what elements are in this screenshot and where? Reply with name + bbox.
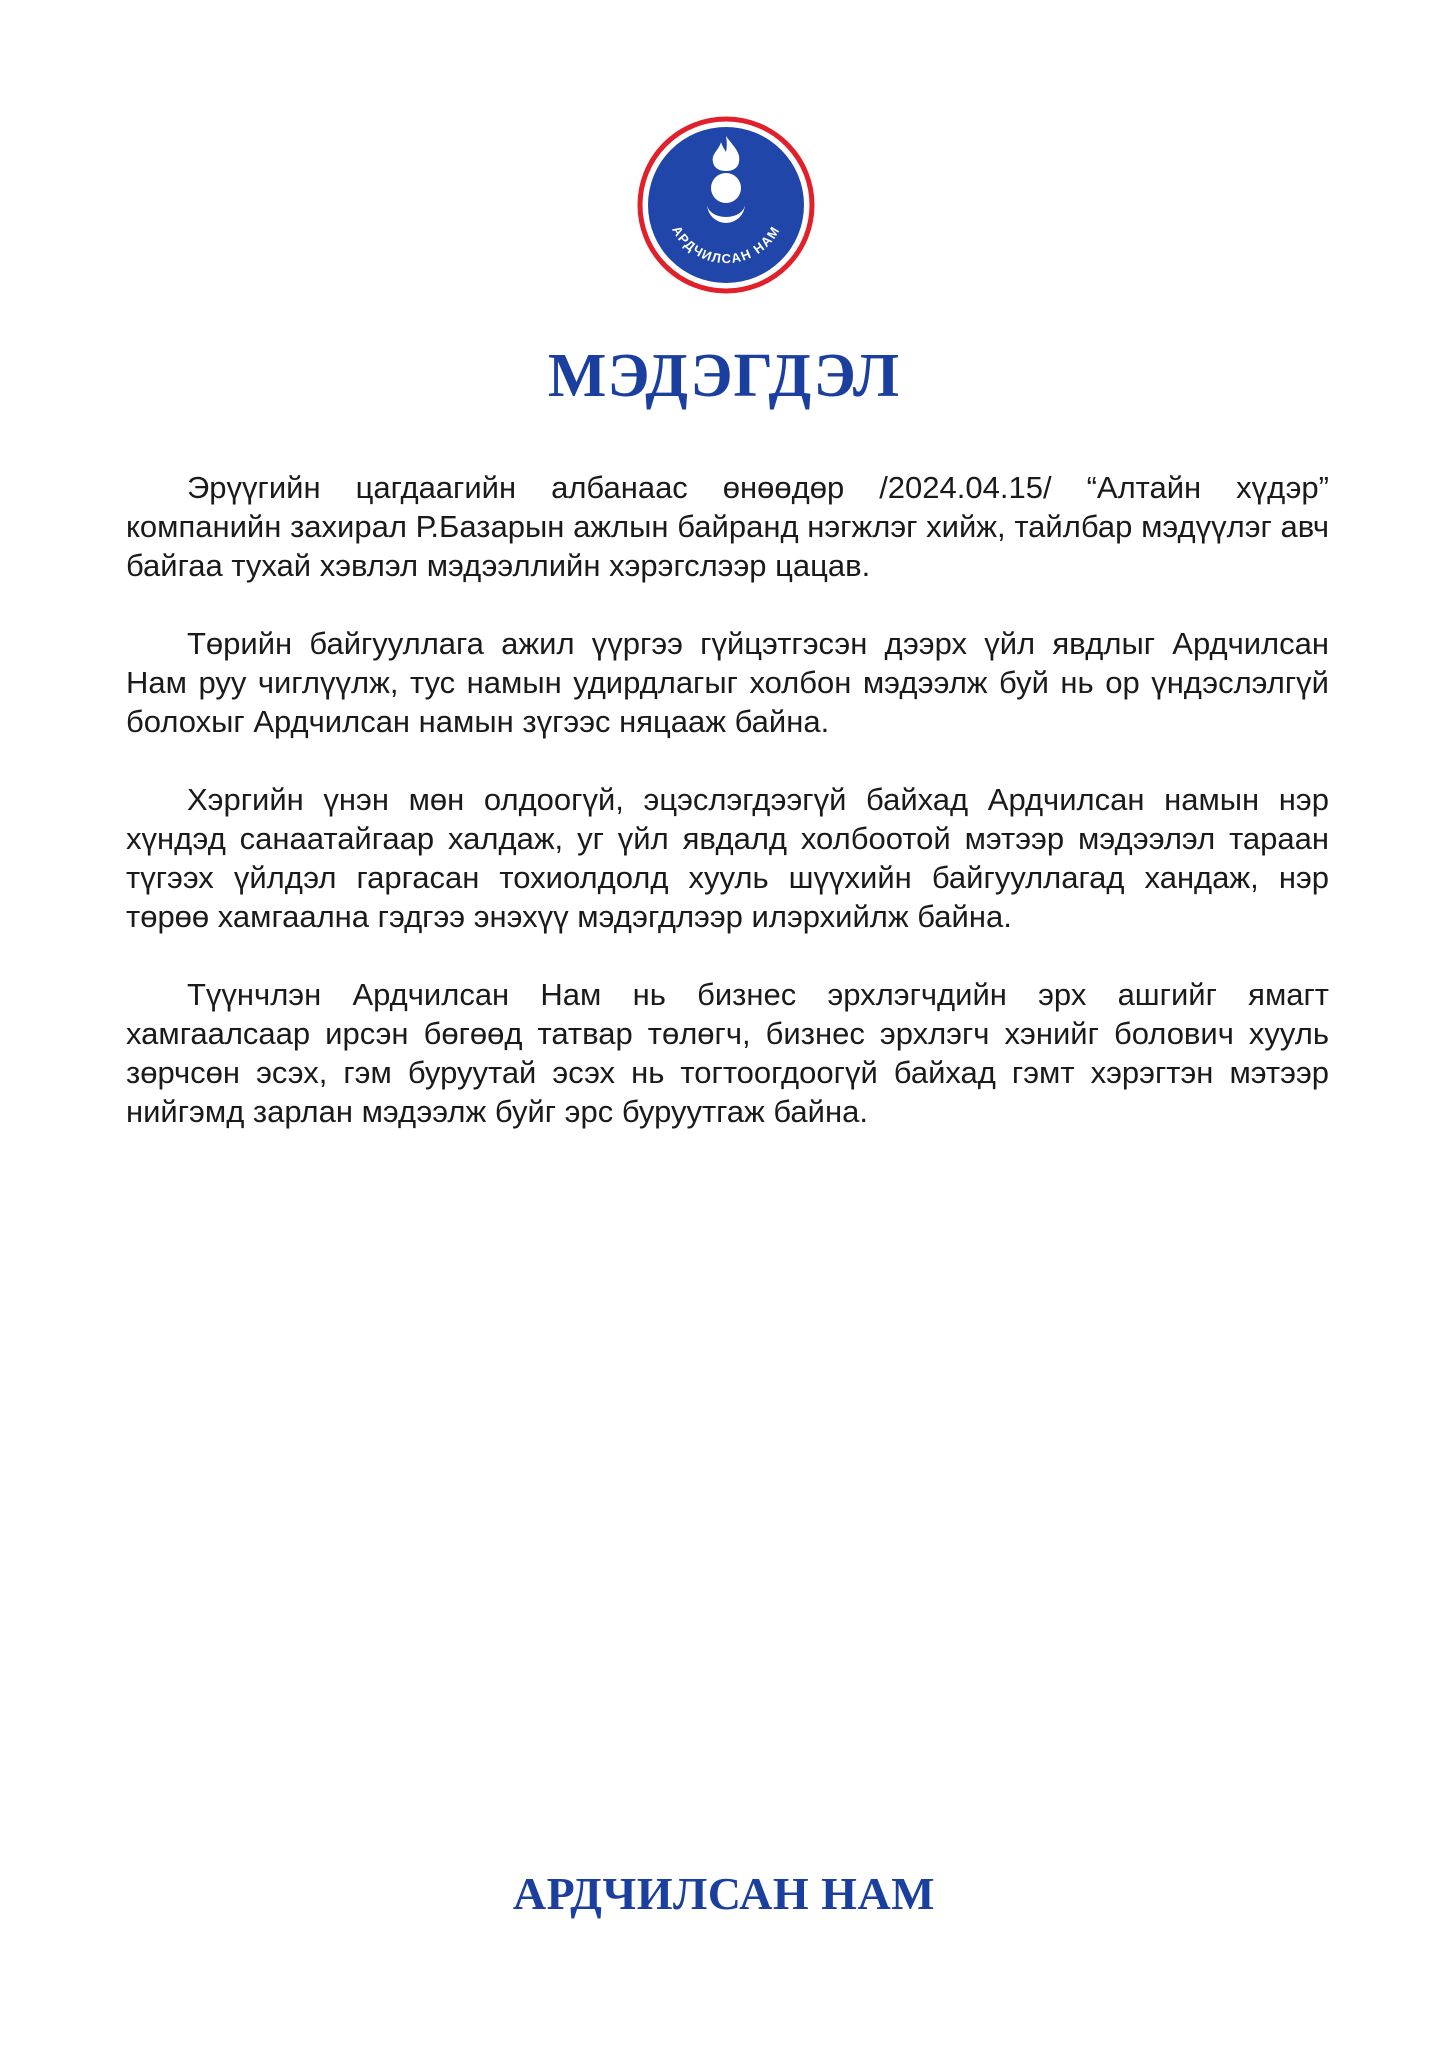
paragraph: Эрүүгийн цагдаагийн албанаас өнөөдөр /2024.04.15/ “Алтайн хүдэр” компанийн захирал Р.Базарын ажлын байранд нэгжлэг хийж, тайлбар мэдүүлэг авч байгаа тухай хэвлэл мэдээллийн хэрэгслээр цацав.: [126, 470, 1329, 583]
paragraph: Түүнчлэн Ардчилсан Нам нь бизнес эрхлэгчдийн эрх ашгийг ямагт хамгаалсаар ирсэн бөгөөд татвар төлөгч, бизнес эрхлэгч хэнийг болович хууль зөрчсөн эсэх, гэм буруутай эсэх нь тогтоогдоогүй байхад гэмт хэрэгтэн мэтээр нийгэмд зарлан мэдээлж буйг эрс буруутгаж байна.: [126, 977, 1329, 1129]
party-logo: [637, 116, 815, 294]
paragraph: Төрийн байгууллага ажил үүргээ гүйцэтгэсэн дээрх үйл явдлыг Ардчилсан Нам руу чиглүүлж, тус намын удирдлагыг холбон мэдээлж буй нь ор үндэслэлгүй болохыг Ардчилсан намын зүгээс няцааж байна.: [126, 626, 1329, 739]
paragraph: Хэргийн үнэн мөн олдоогүй, эцэслэгдээгүй байхад Ардчилсан намын нэр хүндэд санаатайгаар халдаж, уг үйл явдалд холбоотой мэтээр мэдээлэл тараан түгээх үйлдэл гаргасан тохиолдолд хууль шүүхийн байгууллагад хандаж, нэр төрөө хамгаална гэдгээ энэхүү мэдэгдлээр илэрхийлж байна.: [126, 782, 1329, 934]
page-title: МЭДЭГДЭЛ: [547, 342, 901, 410]
signature: АРДЧИЛСАН НАМ: [512, 1868, 936, 1919]
statement-body: [126, 468, 1329, 1170]
sun-icon: [711, 173, 741, 203]
democratic-party-soyombo-logo: [637, 116, 815, 294]
logo-text: АРДЧИЛСАН НАМ: [669, 222, 783, 267]
